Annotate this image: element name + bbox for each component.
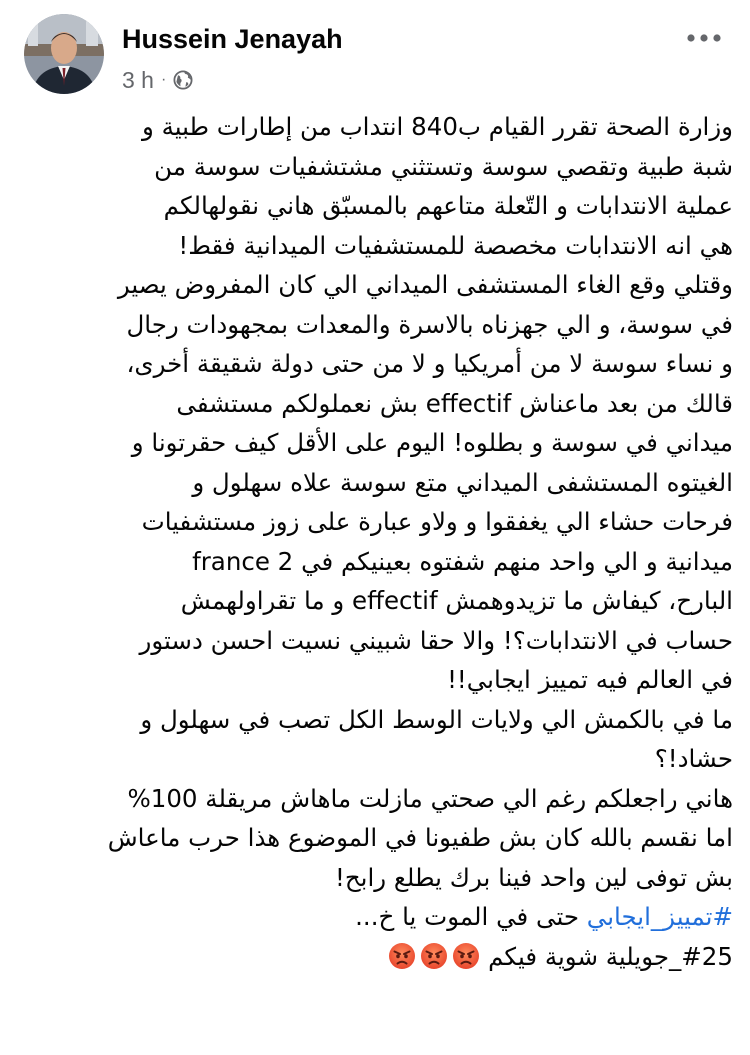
meta-separator: · bbox=[160, 71, 167, 88]
profile-photo-icon bbox=[24, 14, 104, 94]
author-name[interactable]: Hussein Jenayah bbox=[122, 24, 343, 54]
hashtag-link[interactable]: #تمييز_ايجابي bbox=[586, 902, 733, 931]
emoji-row bbox=[384, 942, 480, 971]
post-line: ميدانية و الي واحد منهم شفتوه بعينيكم في france 2 bbox=[192, 546, 733, 576]
more-horizontal-icon bbox=[686, 33, 722, 43]
angry-face-icon bbox=[420, 942, 448, 970]
post-line: وقتلي وقع الغاء المستشفى الميداني الي كان المفروض يصير bbox=[117, 270, 733, 299]
post-line: هاني راجعلكم رغم الي صحتي مازلت ماهاش مريقلة 100% bbox=[127, 783, 733, 813]
post-line: ما في بالكمش الي ولايات الوسط الكل تصب في سهلول و bbox=[140, 704, 733, 734]
post-line: شبة طبية وتقصي سوسة وتستثني مشتشفيات سوسة من bbox=[154, 151, 733, 181]
post-line: قالك من بعد ماعناش effectif بش نعملولكم مستشفى bbox=[176, 388, 733, 418]
post-line: البارح، كيفاش ما تزيدوهمش effectif و ما تقراولهمش bbox=[180, 586, 733, 615]
post-line: في سوسة، و الي جهزناه بالاسرة والمعدات بمجهودات رجال bbox=[126, 309, 733, 339]
post-line: عملية الانتدابات و التّعلة متاعهم بالمسبّق هاني نقولهالكم bbox=[163, 191, 733, 220]
more-options-button[interactable] bbox=[682, 24, 726, 52]
post-line: حشاد!؟ bbox=[654, 744, 733, 773]
post-line: الغيتوه المستشفى الميداني متع سوسة علاه سهلول و bbox=[192, 467, 733, 497]
author-avatar[interactable] bbox=[24, 14, 104, 94]
post-line: في العالم فيه تمييز ايجابي!! bbox=[447, 665, 733, 694]
globe-icon bbox=[173, 70, 193, 90]
post-line: و نساء سوسة لا من أمريكيا و لا من حتى دولة شقيقة أخرى، bbox=[126, 349, 733, 378]
post-meta bbox=[122, 66, 193, 94]
post-line: بش توفى لين واحد فينا برك يطلع رابح! bbox=[335, 862, 733, 892]
post-timestamp[interactable]: 3 h bbox=[122, 66, 154, 93]
post-line: اما نقسم بالله كان بش طفيونا في الموضوع هذا حرب ماعاش bbox=[107, 823, 733, 852]
angry-face-icon bbox=[452, 942, 480, 970]
post-header bbox=[22, 12, 732, 98]
post-line: فرحات حشاء الي يغفقوا و ولاو عبارة على زوز مستشفيات bbox=[141, 507, 733, 536]
hashtag-line bbox=[18, 897, 733, 937]
post-line: وزارة الصحة تقرر القيام ب840 انتداب من إطارات طبية و bbox=[141, 112, 733, 141]
post-line: ميداني في سوسة و بطلوه! اليوم على الأقل كيف حقرتونا و bbox=[131, 428, 733, 457]
last-line bbox=[18, 937, 733, 977]
angry-face-icon bbox=[388, 942, 416, 970]
post-line: هي انه الانتدابات مخصصة للمستشفيات الميدانية فقط! bbox=[178, 230, 733, 260]
hashtag-line-text: حتى في الموت يا خ... bbox=[355, 902, 587, 931]
post-line: حساب في الانتدابات؟! والا حقا شبيني نسيت احسن دستور bbox=[139, 625, 733, 655]
last-line-text: #25_جويلية شوية فيكم bbox=[488, 941, 733, 971]
post-body bbox=[18, 107, 733, 976]
